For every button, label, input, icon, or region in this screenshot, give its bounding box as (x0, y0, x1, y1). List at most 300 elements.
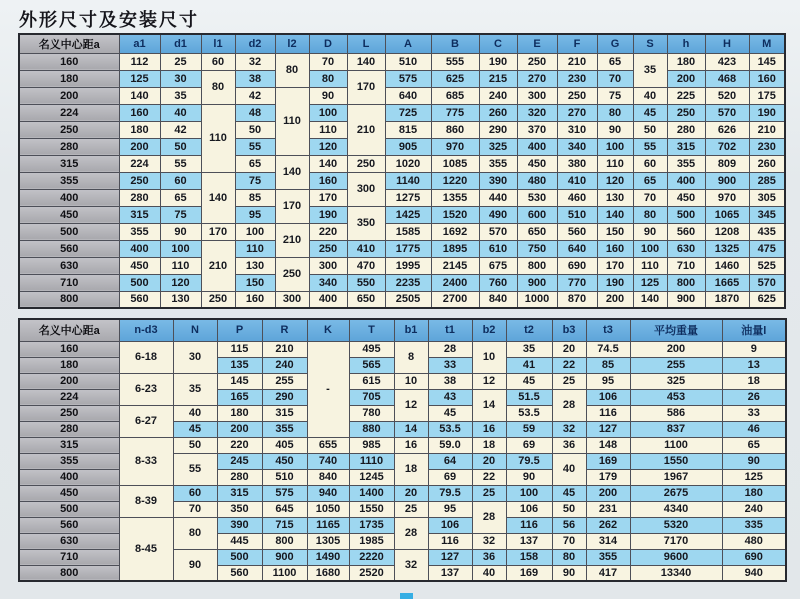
data-cell: 110 (201, 104, 235, 172)
data-cell: 210 (262, 341, 307, 357)
data-cell: 225 (667, 87, 705, 104)
data-cell: 2400 (431, 274, 479, 291)
data-cell: 180 (217, 405, 262, 421)
data-cell: 140 (119, 87, 160, 104)
data-cell: 440 (479, 189, 517, 206)
table-row (19, 189, 785, 206)
data-cell: 940 (307, 485, 349, 501)
data-cell: 900 (262, 549, 307, 565)
data-cell: 1425 (385, 206, 431, 223)
data-cell: 250 (557, 87, 597, 104)
data-cell: 25 (394, 501, 428, 517)
data-cell: 355 (586, 549, 630, 565)
data-cell: 525 (749, 257, 785, 274)
data-cell: 435 (749, 223, 785, 240)
data-cell: 50 (160, 138, 201, 155)
data-cell: 575 (385, 70, 431, 87)
data-cell: 160 (749, 70, 785, 87)
data-cell: 2235 (385, 274, 431, 291)
data-cell: 240 (479, 87, 517, 104)
size-cell: 315 (19, 437, 119, 453)
data-cell: 809 (705, 155, 749, 172)
column-header: B (431, 34, 479, 53)
data-cell: 800 (517, 257, 557, 274)
column-header: N (173, 319, 217, 341)
data-cell: 750 (517, 240, 557, 257)
data-cell: 140 (633, 291, 667, 308)
data-cell: 42 (160, 121, 201, 138)
data-cell: 210 (275, 223, 309, 257)
data-cell: 90 (633, 223, 667, 240)
data-cell: 165 (217, 389, 262, 405)
table-row (19, 104, 785, 121)
data-cell: 95 (586, 373, 630, 389)
data-cell: 140 (309, 155, 347, 172)
column-header: b1 (394, 319, 428, 341)
data-cell: 170 (275, 189, 309, 223)
data-cell: 170 (201, 223, 235, 240)
size-cell: 560 (19, 517, 119, 533)
data-cell: 100 (309, 104, 347, 121)
data-cell: 725 (385, 104, 431, 121)
data-cell: 1550 (349, 501, 394, 517)
data-cell: 180 (119, 121, 160, 138)
data-cell: 169 (506, 565, 552, 581)
data-cell: 10 (472, 341, 506, 373)
data-cell: 453 (630, 389, 722, 405)
table-row (19, 172, 785, 189)
column-header: K (307, 319, 349, 341)
data-cell: 340 (309, 274, 347, 291)
data-cell: 250 (201, 291, 235, 308)
data-cell: 350 (347, 206, 385, 240)
data-cell: 280 (667, 121, 705, 138)
data-cell: 25 (552, 373, 586, 389)
table-row (19, 291, 785, 308)
data-cell: 90 (173, 549, 217, 581)
data-cell: 300 (347, 172, 385, 206)
data-cell: 100 (597, 138, 633, 155)
data-cell: 120 (160, 274, 201, 291)
data-cell: 1665 (705, 274, 749, 291)
data-cell: 80 (552, 549, 586, 565)
data-cell: 70 (597, 70, 633, 87)
column-header: b2 (472, 319, 506, 341)
data-cell: 158 (506, 549, 552, 565)
data-cell: 640 (385, 87, 431, 104)
data-cell: 1680 (307, 565, 349, 581)
data-cell: 1775 (385, 240, 431, 257)
column-header: G (597, 34, 633, 53)
data-cell: 250 (309, 240, 347, 257)
data-cell: 70 (173, 501, 217, 517)
data-cell: 800 (667, 274, 705, 291)
data-cell: 626 (705, 121, 749, 138)
data-cell: 325 (479, 138, 517, 155)
data-cell: 210 (201, 240, 235, 291)
data-cell: 1305 (307, 533, 349, 549)
data-cell: 64 (428, 453, 472, 469)
data-cell: 22 (552, 357, 586, 373)
data-cell: 50 (633, 121, 667, 138)
data-cell: 110 (160, 257, 201, 274)
data-cell: 586 (630, 405, 722, 421)
data-cell: 290 (479, 121, 517, 138)
data-cell: 510 (385, 53, 431, 70)
size-cell: 280 (19, 421, 119, 437)
data-cell: 65 (722, 437, 786, 453)
data-cell: 710 (667, 257, 705, 274)
data-cell: 200 (630, 341, 722, 357)
data-cell: 50 (552, 501, 586, 517)
data-cell: 410 (557, 172, 597, 189)
table-row (19, 223, 785, 240)
data-cell: 40 (552, 453, 586, 485)
column-header: t1 (428, 319, 472, 341)
data-cell: 270 (517, 70, 557, 87)
data-cell: 45 (633, 104, 667, 121)
data-cell: 1100 (630, 437, 722, 453)
data-cell: 150 (235, 274, 275, 291)
data-cell: 355 (119, 223, 160, 240)
data-cell: 8 (394, 341, 428, 373)
data-cell: 169 (586, 453, 630, 469)
data-cell: 210 (557, 53, 597, 70)
data-cell: 500 (217, 549, 262, 565)
data-cell: 560 (119, 291, 160, 308)
data-cell: 74.5 (586, 341, 630, 357)
data-cell: 25 (472, 485, 506, 501)
data-cell: 500 (119, 274, 160, 291)
data-cell: 75 (235, 172, 275, 189)
data-cell: 230 (557, 70, 597, 87)
data-cell: 390 (217, 517, 262, 533)
size-cell: 280 (19, 138, 119, 155)
data-cell: 55 (235, 138, 275, 155)
data-cell: 450 (667, 189, 705, 206)
data-cell: 1020 (385, 155, 431, 172)
data-cell: 290 (262, 389, 307, 405)
data-cell: 60 (201, 53, 235, 70)
data-cell: 560 (557, 223, 597, 240)
data-cell: 60 (633, 155, 667, 172)
data-cell: 355 (667, 155, 705, 172)
data-cell: 45 (428, 405, 472, 421)
data-cell: 190 (309, 206, 347, 223)
data-cell: 345 (749, 206, 785, 223)
data-cell: 130 (597, 189, 633, 206)
data-cell: 575 (262, 485, 307, 501)
column-header: b3 (552, 319, 586, 341)
data-cell: 1692 (431, 223, 479, 240)
data-cell: 495 (349, 341, 394, 357)
data-cell: 170 (597, 257, 633, 274)
data-cell: 315 (262, 405, 307, 421)
data-cell: 200 (667, 70, 705, 87)
data-cell: 65 (597, 53, 633, 70)
column-header: M (749, 34, 785, 53)
data-cell: 170 (309, 189, 347, 206)
data-cell: 1050 (307, 501, 349, 517)
data-cell: 190 (749, 104, 785, 121)
data-cell: 280 (119, 189, 160, 206)
data-cell: 4340 (630, 501, 722, 517)
size-cell: 315 (19, 155, 119, 172)
data-cell: 905 (385, 138, 431, 155)
data-cell: 38 (235, 70, 275, 87)
data-cell: 2675 (630, 485, 722, 501)
size-cell: 800 (19, 565, 119, 581)
data-cell: 137 (428, 565, 472, 581)
data-cell: 840 (479, 291, 517, 308)
data-cell: 50 (235, 121, 275, 138)
data-cell: 300 (517, 87, 557, 104)
data-cell: 110 (309, 121, 347, 138)
data-cell: 970 (705, 189, 749, 206)
data-cell: 262 (586, 517, 630, 533)
data-cell: 530 (517, 189, 557, 206)
data-cell: 655 (307, 437, 349, 453)
data-cell: 175 (749, 87, 785, 104)
data-cell: 55 (173, 453, 217, 485)
data-cell: 1967 (630, 469, 722, 485)
data-cell: 18 (722, 373, 786, 389)
size-cell: 630 (19, 533, 119, 549)
data-cell: 60 (173, 485, 217, 501)
data-cell: 1275 (385, 189, 431, 206)
data-cell: 40 (173, 405, 217, 421)
data-cell: 7170 (630, 533, 722, 549)
data-cell: 200 (119, 138, 160, 155)
data-cell: 35 (173, 373, 217, 405)
data-cell: 6-23 (119, 373, 173, 405)
data-cell: 550 (347, 274, 385, 291)
data-cell: 300 (309, 257, 347, 274)
data-cell: 70 (633, 189, 667, 206)
data-cell: 120 (597, 172, 633, 189)
data-cell: 40 (472, 565, 506, 581)
data-cell: 12 (472, 373, 506, 389)
data-cell: 300 (275, 291, 309, 308)
column-header: R (262, 319, 307, 341)
data-cell: 127 (428, 549, 472, 565)
data-cell: 1325 (705, 240, 749, 257)
size-cell: 200 (19, 373, 119, 389)
data-cell: 40 (633, 87, 667, 104)
table-row (19, 517, 786, 533)
data-cell: 179 (586, 469, 630, 485)
data-cell: 125 (722, 469, 786, 485)
installation-dimensions-table (18, 318, 787, 582)
data-cell: 305 (749, 189, 785, 206)
data-cell: 260 (479, 104, 517, 121)
data-cell: 900 (705, 172, 749, 189)
data-cell: 35 (160, 87, 201, 104)
size-cell: 500 (19, 223, 119, 240)
data-cell: 240 (722, 501, 786, 517)
table-row (19, 53, 785, 70)
data-cell: 145 (217, 373, 262, 389)
data-cell: 645 (262, 501, 307, 517)
data-cell: 53.5 (428, 421, 472, 437)
data-cell: 900 (517, 274, 557, 291)
data-cell: 13 (722, 357, 786, 373)
data-cell: 59 (506, 421, 552, 437)
data-cell: 760 (479, 274, 517, 291)
table-row (19, 155, 785, 172)
data-cell: 32 (394, 549, 428, 581)
data-cell: 270 (557, 104, 597, 121)
data-cell: 32 (472, 533, 506, 549)
data-cell: 160 (309, 172, 347, 189)
data-cell: 775 (431, 104, 479, 121)
table-row (19, 240, 785, 257)
data-cell: 116 (428, 533, 472, 549)
data-cell: 150 (597, 223, 633, 240)
data-cell: 520 (705, 87, 749, 104)
data-cell: 315 (217, 485, 262, 501)
size-cell: 160 (19, 53, 119, 70)
column-header: t3 (586, 319, 630, 341)
data-cell: 35 (506, 341, 552, 357)
column-header: a1 (119, 34, 160, 53)
data-cell: 36 (472, 549, 506, 565)
data-cell: 90 (552, 565, 586, 581)
data-cell: 106 (428, 517, 472, 533)
data-cell: 10 (394, 373, 428, 389)
data-cell: 20 (394, 485, 428, 501)
data-cell: 685 (431, 87, 479, 104)
data-cell: 468 (705, 70, 749, 87)
column-header: H (705, 34, 749, 53)
data-cell: 32 (552, 421, 586, 437)
data-cell: 95 (428, 501, 472, 517)
data-cell: 475 (749, 240, 785, 257)
row-header-column-label: 名义中心距a (19, 319, 119, 341)
data-cell: 815 (385, 121, 431, 138)
data-cell: 85 (235, 189, 275, 206)
size-cell: 560 (19, 240, 119, 257)
data-cell: 2700 (431, 291, 479, 308)
data-cell: 45 (173, 421, 217, 437)
data-cell: 35 (633, 53, 667, 87)
data-cell: 250 (275, 257, 309, 291)
data-cell: 45 (506, 373, 552, 389)
data-cell: 1085 (431, 155, 479, 172)
size-cell: 710 (19, 549, 119, 565)
data-cell: 1735 (349, 517, 394, 533)
data-cell: 880 (349, 421, 394, 437)
data-cell: 770 (557, 274, 597, 291)
size-cell: 224 (19, 104, 119, 121)
data-cell: 190 (597, 274, 633, 291)
data-cell: 450 (262, 453, 307, 469)
data-cell: 350 (217, 501, 262, 517)
data-cell: 417 (586, 565, 630, 581)
data-cell: 870 (557, 291, 597, 308)
data-cell: 137 (506, 533, 552, 549)
data-cell: 715 (262, 517, 307, 533)
data-cell: 340 (557, 138, 597, 155)
data-cell: 285 (749, 172, 785, 189)
data-cell: 1100 (262, 565, 307, 581)
data-cell: 6-27 (119, 405, 173, 437)
size-cell: 180 (19, 357, 119, 373)
data-cell: 80 (597, 104, 633, 121)
data-cell: 26 (722, 389, 786, 405)
data-cell: 1208 (705, 223, 749, 240)
data-cell: 51.5 (506, 389, 552, 405)
data-cell: 220 (309, 223, 347, 240)
data-cell: 470 (347, 257, 385, 274)
column-header: d1 (160, 34, 201, 53)
data-cell: 100 (506, 485, 552, 501)
data-cell: 490 (479, 206, 517, 223)
size-cell: 400 (19, 469, 119, 485)
data-cell: 740 (307, 453, 349, 469)
data-cell: 1110 (349, 453, 394, 469)
data-cell: 400 (517, 138, 557, 155)
data-cell: 985 (349, 437, 394, 453)
data-cell: 570 (705, 104, 749, 121)
table-row (19, 485, 786, 501)
data-cell: 55 (633, 138, 667, 155)
data-cell: 160 (597, 240, 633, 257)
data-cell: 65 (160, 189, 201, 206)
data-cell: 224 (119, 155, 160, 172)
data-cell: 650 (347, 291, 385, 308)
data-cell: 140 (201, 172, 235, 223)
data-cell: 555 (431, 53, 479, 70)
data-cell: 780 (349, 405, 394, 421)
data-cell: 570 (749, 274, 785, 291)
data-cell: 6-18 (119, 341, 173, 373)
data-cell: 79.5 (506, 453, 552, 469)
data-cell: 200 (217, 421, 262, 437)
data-cell: 314 (586, 533, 630, 549)
data-cell: 250 (119, 172, 160, 189)
data-cell: 90 (160, 223, 201, 240)
data-cell: 625 (749, 291, 785, 308)
outline-dimensions-table (18, 33, 786, 309)
data-cell: 390 (479, 172, 517, 189)
data-cell: 565 (349, 357, 394, 373)
data-cell: 43 (428, 389, 472, 405)
data-cell: 630 (667, 240, 705, 257)
table-row (19, 274, 785, 291)
data-cell: 190 (479, 53, 517, 70)
table-row (19, 70, 785, 87)
data-cell: 65 (633, 172, 667, 189)
table-row (19, 341, 786, 357)
data-cell: 41 (506, 357, 552, 373)
data-cell: 56 (552, 517, 586, 533)
data-cell: 16 (394, 437, 428, 453)
data-cell: 1065 (705, 206, 749, 223)
data-cell: 95 (235, 206, 275, 223)
column-header: h (667, 34, 705, 53)
data-cell: 110 (633, 257, 667, 274)
size-cell: 450 (19, 206, 119, 223)
table-row (19, 373, 786, 389)
data-cell: 370 (517, 121, 557, 138)
table-row (19, 121, 785, 138)
data-cell: 690 (722, 549, 786, 565)
data-cell: 75 (160, 206, 201, 223)
data-cell: 940 (722, 565, 786, 581)
size-cell: 160 (19, 341, 119, 357)
data-cell: 48 (235, 104, 275, 121)
